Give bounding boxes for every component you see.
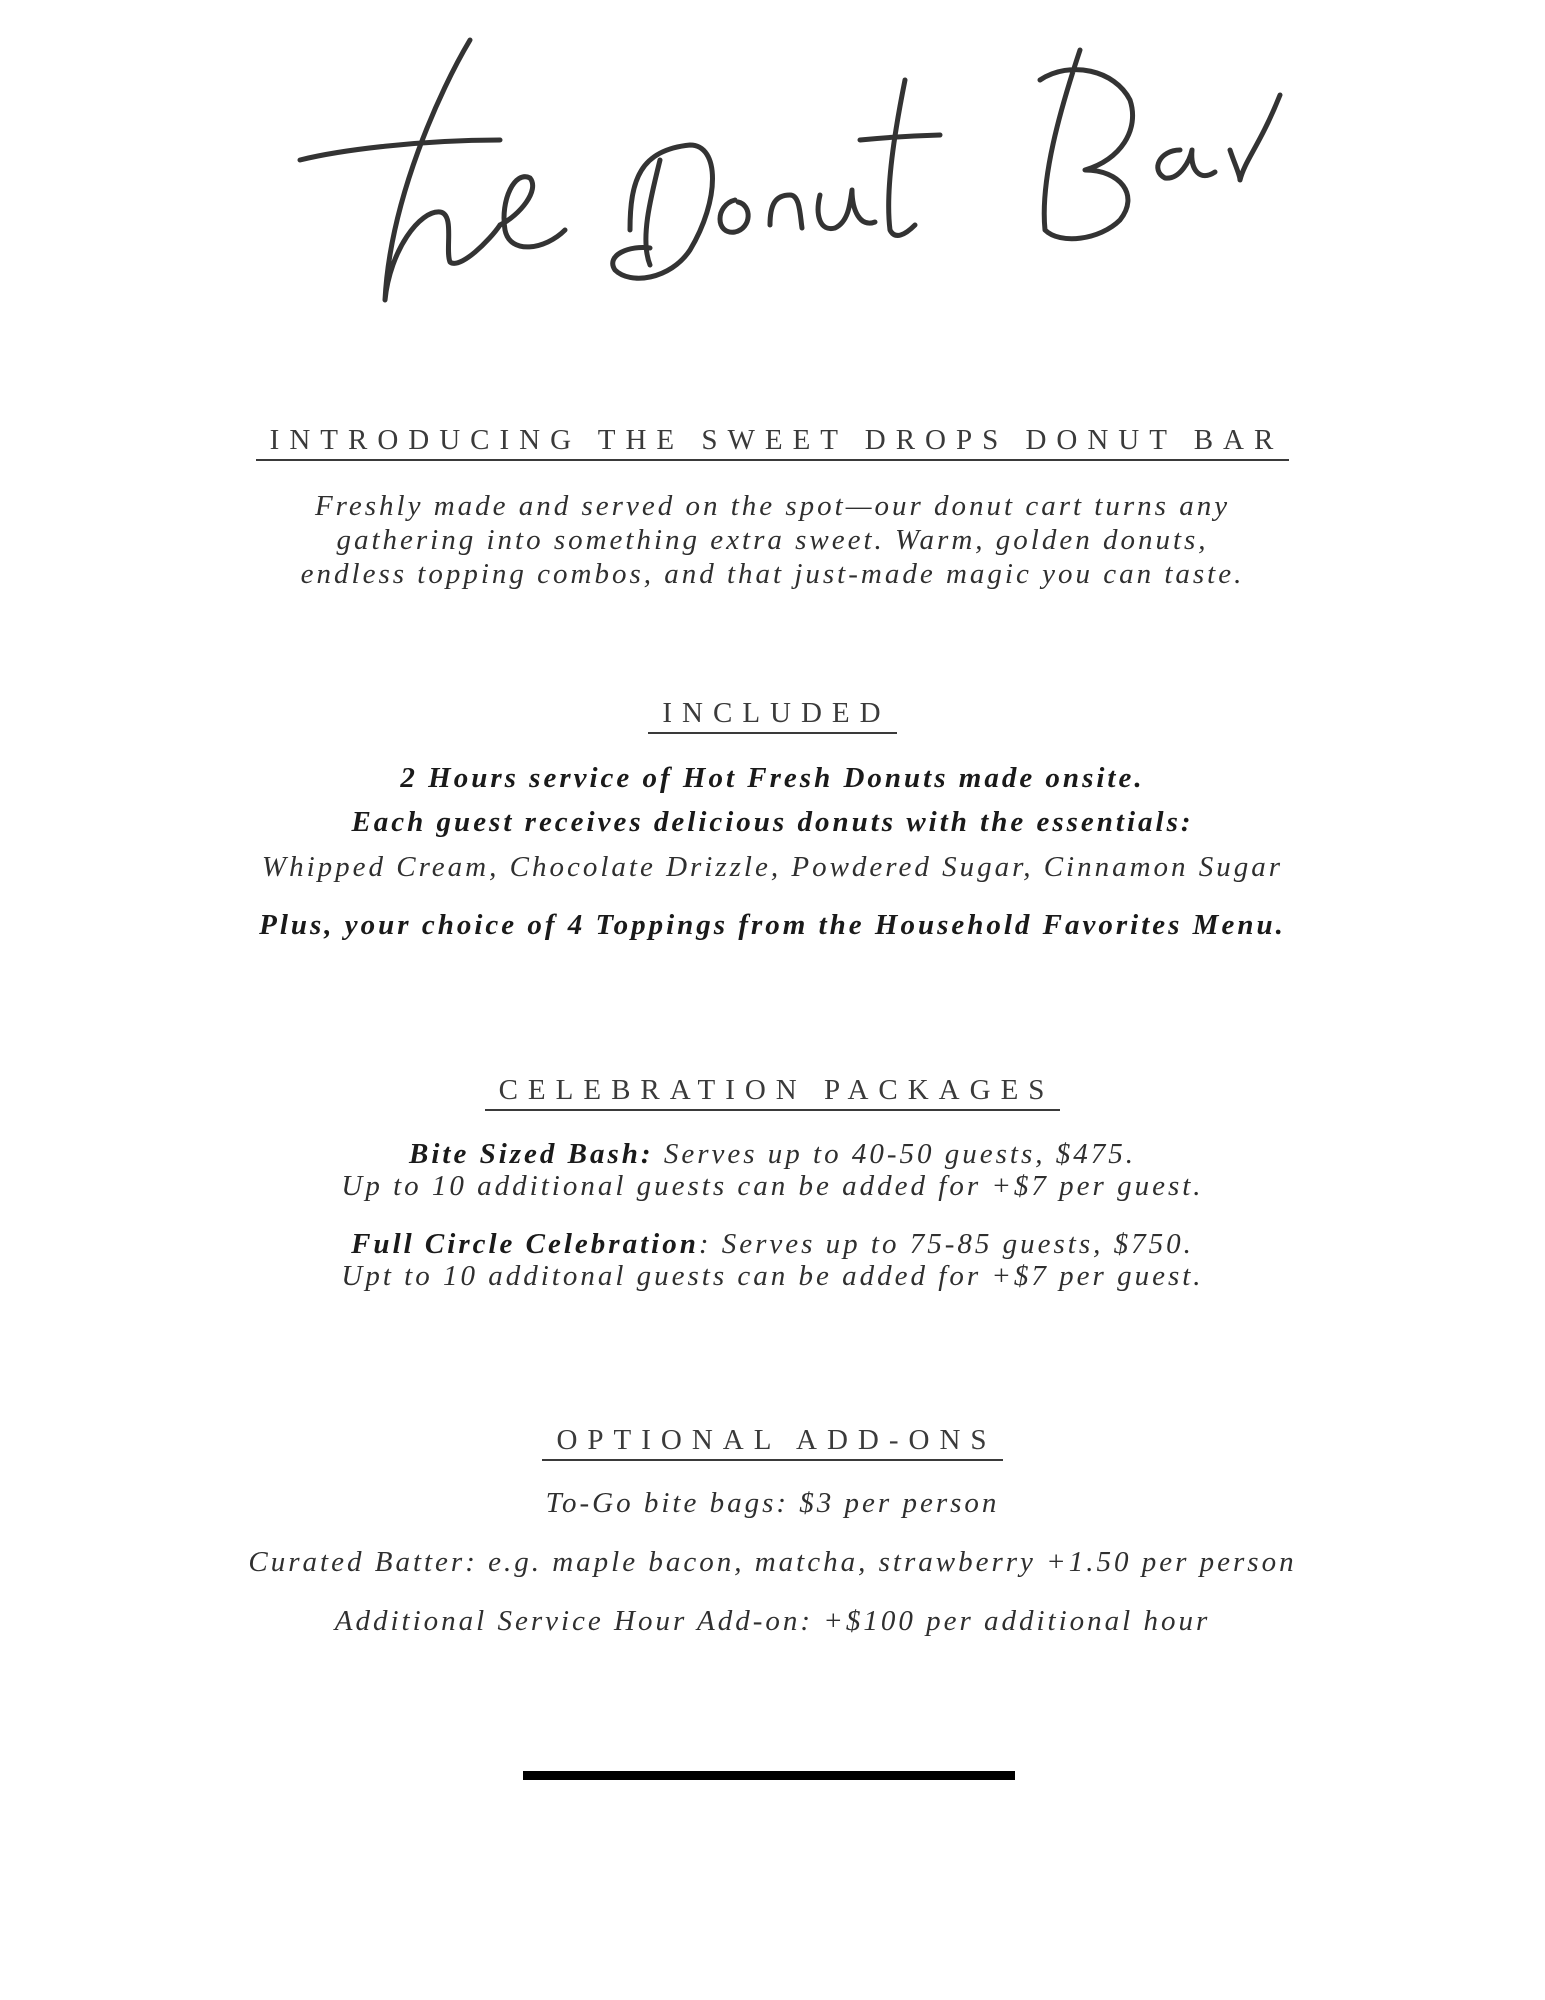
addons-heading-text: OPTIONAL ADD-ONS	[542, 1425, 1002, 1461]
package-item	[0, 1138, 1545, 1171]
addon-item: Additional Service Hour Add-on: +$100 per additional hour	[334, 1605, 1211, 1637]
script-logo-icon	[0, 0, 1545, 340]
package-details: Serves up to 40-50 guests, $475.	[653, 1138, 1136, 1170]
intro-heading	[0, 424, 1545, 461]
packages-heading-text: CELEBRATION PACKAGES	[485, 1075, 1061, 1111]
package-name: Bite Sized Bash:	[409, 1138, 654, 1170]
package-extra: Up to 10 additional guests can be added for +$7 per guest.	[341, 1170, 1204, 1202]
included-heading	[0, 697, 1545, 734]
package-item	[0, 1228, 1545, 1261]
package-name: Full Circle Celebration	[351, 1228, 699, 1260]
intro-heading-text: INTRODUCING THE SWEET DROPS DONUT BAR	[256, 425, 1290, 461]
addons-heading	[0, 1424, 1545, 1461]
donut-bar-logo	[0, 0, 1545, 340]
included-line-1: 2 Hours service of Hot Fresh Donuts made onsite.	[400, 762, 1145, 794]
addon-item: Curated Batter: e.g. maple bacon, matcha, strawberry +1.50 per person	[248, 1546, 1297, 1578]
intro-line-1: Freshly made and served on the spot—our donut cart turns any	[314, 490, 1231, 522]
included-line-4: Plus, your choice of 4 Toppings from the Household Favorites Menu.	[259, 909, 1286, 941]
package-extra: Upt to 10 additonal guests can be added for +$7 per guest.	[341, 1260, 1204, 1292]
addon-item: To-Go bite bags: $3 per person	[545, 1487, 1000, 1519]
package-details: : Serves up to 75-85 guests, $750.	[698, 1228, 1194, 1260]
intro-line-3: endless topping combos, and that just-made magic you can taste.	[300, 558, 1245, 590]
packages-heading	[0, 1074, 1545, 1111]
bottom-divider	[523, 1771, 1015, 1780]
included-line-3: Whipped Cream, Chocolate Drizzle, Powdered Sugar, Cinnamon Sugar	[261, 851, 1284, 883]
included-line-2: Each guest receives delicious donuts with the essentials:	[351, 806, 1194, 838]
intro-line-2: gathering into something extra sweet. Warm, golden donuts,	[336, 524, 1209, 556]
included-heading-text: INCLUDED	[648, 698, 896, 734]
